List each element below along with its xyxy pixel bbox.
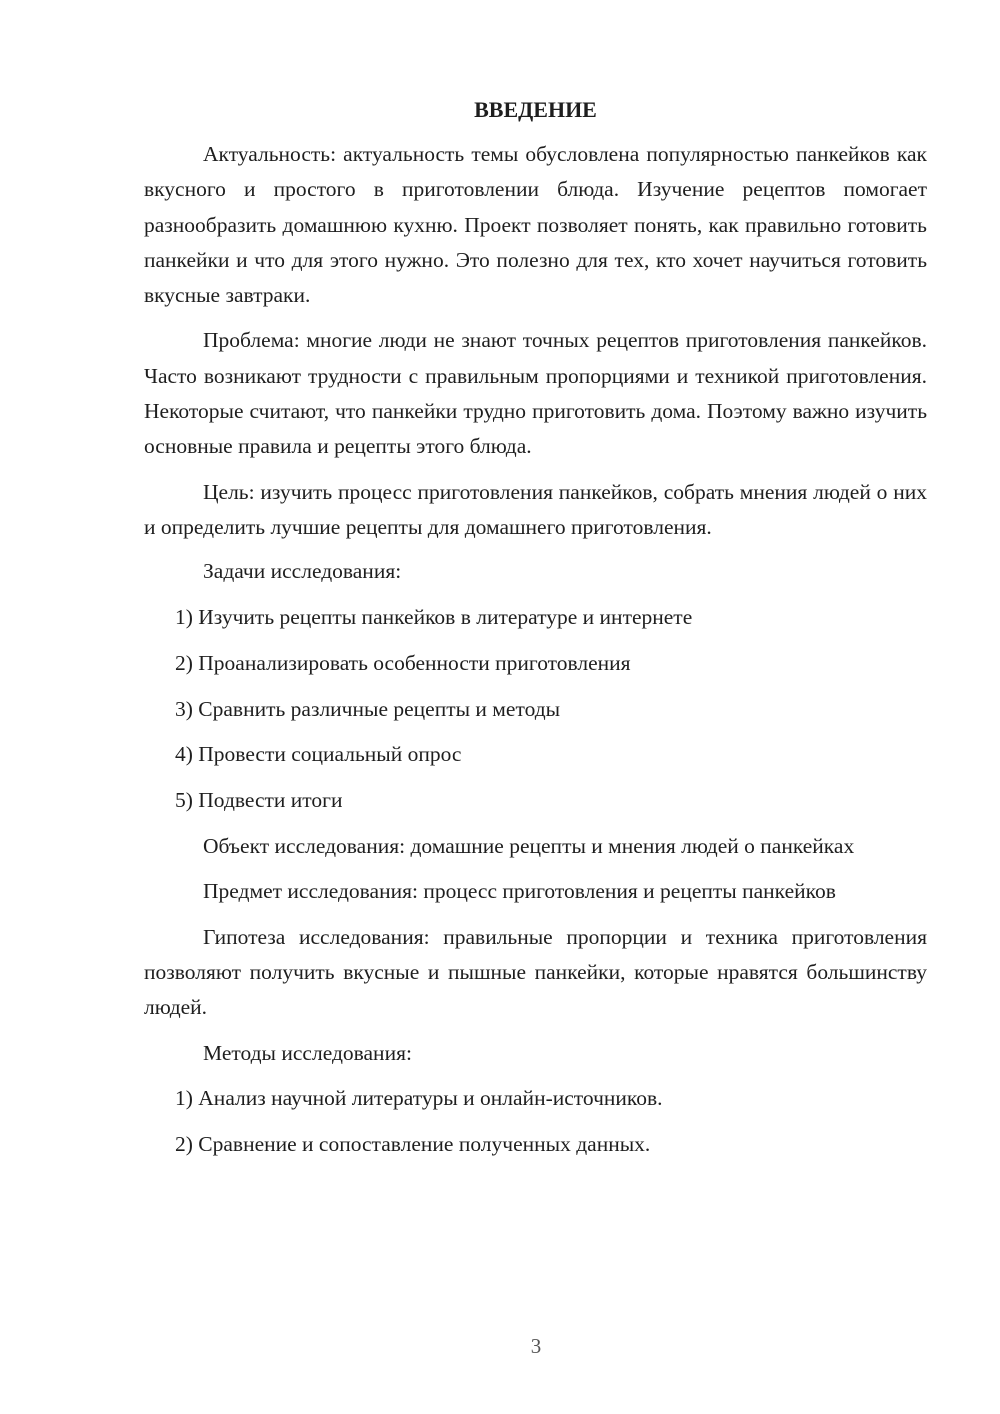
section-title: ВВЕДЕНИЕ (474, 97, 597, 122)
page-content (144, 95, 927, 1173)
tasks-heading: Задачи исследования: (203, 559, 402, 584)
paragraph-hypothesis: Гипотеза исследования: правильные пропорции и техника приготовления позволяют получить вкусные и пышные панкейки, которые нравятся большинству людей. (144, 924, 927, 1020)
paragraph-problem: Проблема: многие люди не знают точных рецептов приготовления панкейков. Часто возникают трудности с правильным пропорциями и техникой приготовления. Некоторые считают, что панкейки трудно приготовить дома. Поэтому важно изучить основные правила и рецепты этого блюда. (144, 328, 927, 459)
method-item-2: 2) Сравнение и сопоставление полученных данных. (175, 1132, 651, 1157)
task-item-2: 2) Проанализировать особенности приготовления (175, 650, 631, 675)
paragraph-goal: Цель: изучить процесс приготовления панкейков, собрать мнения людей о них и определить лучшие рецепты для домашнего приготовления. (144, 479, 927, 539)
method-item-1: 1) Анализ научной литературы и онлайн-источников. (175, 1086, 663, 1111)
task-item-4: 4) Провести социальный опрос (175, 742, 462, 767)
methods-heading: Методы исследования: (203, 1040, 412, 1065)
paragraph-subject: Предмет исследования: процесс приготовления и рецепты панкейков (203, 879, 836, 904)
paragraph-object: Объект исследования: домашние рецепты и мнения людей о панкейках (203, 834, 855, 859)
task-item-3: 3) Сравнить различные рецепты и методы (175, 696, 561, 721)
page-number: 3 (530, 1334, 542, 1358)
paragraph-relevance: Актуальность: актуальность темы обусловлена популярностью панкейков как вкусного и простого в приготовлении блюда. Изучение рецептов помогает разнообразить домашнюю кухню. Проект позволяет понять, как правильно готовить панкейки и что для этого нужно. Это полезно для тех, кто хочет научиться готовить вкусные завтраки. (144, 142, 927, 308)
task-item-1: 1) Изучить рецепты панкейков в литературе и интернете (175, 605, 693, 630)
task-item-5: 5) Подвести итоги (175, 788, 343, 813)
